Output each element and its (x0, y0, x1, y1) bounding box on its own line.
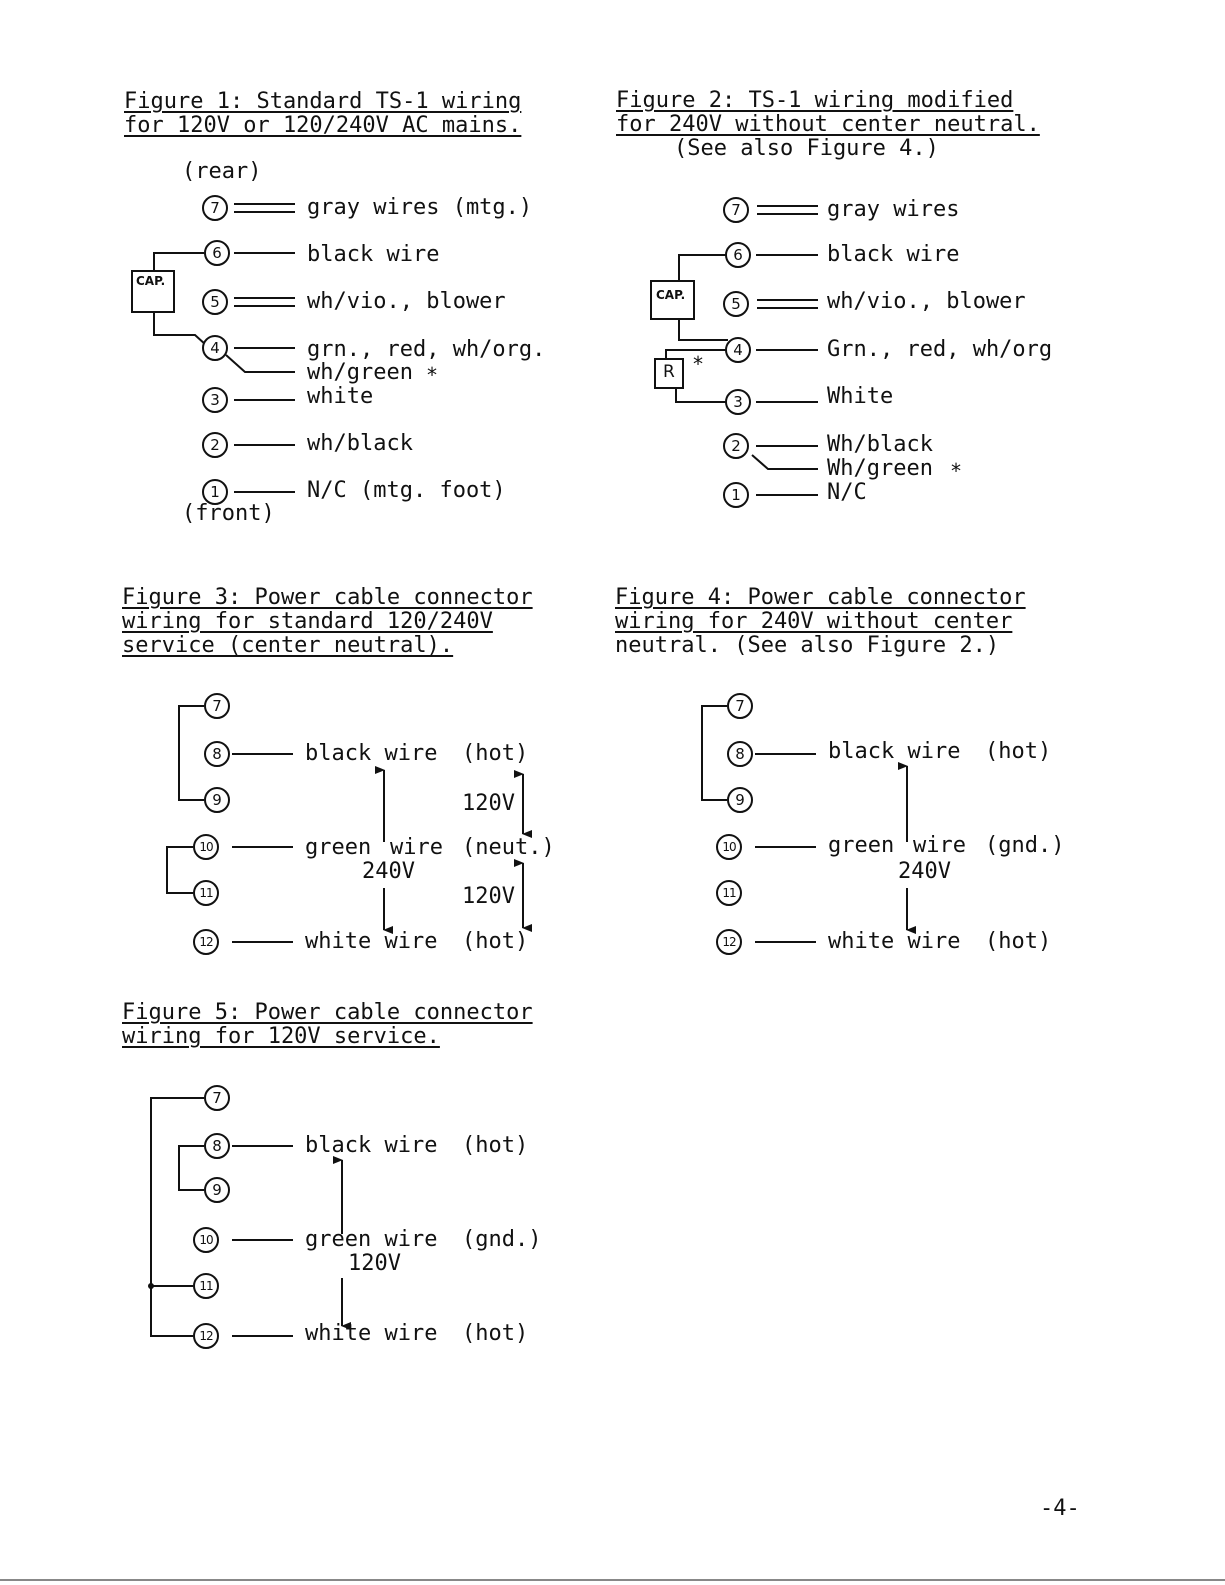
page-number: -4- (1040, 1496, 1080, 1521)
figure3-volt-120-top: 120V (462, 791, 515, 816)
figure2-pin-4: 4 (725, 337, 751, 363)
figure2-pin-2: 2 (723, 433, 749, 459)
figure3-pin-12: 12 (193, 929, 219, 955)
figure5-pin-7: 7 (204, 1085, 230, 1111)
figure3-pin-11: 11 (193, 880, 219, 906)
figure2-caption-line1: Figure 2: TS-1 wiring modified (616, 88, 1014, 113)
figure5-white-role: (hot) (462, 1321, 529, 1346)
figure1-wire-1: N/C (mtg. foot) (307, 478, 506, 503)
figure1-pin-3: 3 (202, 387, 228, 413)
figure1-caption-line2: for 120V or 120/240V AC mains. (124, 113, 522, 138)
figure1-wire-4b: wh/green (307, 360, 413, 385)
figure3-caption-line3: service (center neutral). (122, 633, 454, 658)
figure5-pin-12: 12 (193, 1323, 219, 1349)
figure1-wire-4a: grn., red, wh/org. (307, 337, 546, 362)
figure1-wire-6: black wire (307, 242, 440, 267)
figure1-pin-5: 5 (202, 289, 228, 315)
figure3-white-role: (hot) (462, 929, 529, 954)
figure1-capacitor-box: CAP. (131, 270, 175, 313)
figure2-wire-4: Grn., red, wh/org (827, 337, 1053, 362)
figure4-black-role: (hot) (985, 739, 1052, 764)
figure3-pin-10: 10 (193, 834, 219, 860)
figure3-volt-240: 240V (362, 859, 415, 884)
figure5-pin-10: 10 (193, 1227, 219, 1253)
figure1-rear-label: (rear) (182, 159, 262, 184)
figure3-volt-120-bottom: 120V (462, 884, 515, 909)
figure2-wire-7: gray wires (827, 197, 960, 222)
figure4-caption-line3: neutral. (See also Figure 2.) (615, 633, 1000, 658)
figure1-pin-4: 4 (202, 335, 228, 361)
figure2-pin-3: 3 (725, 389, 751, 415)
figure4-pin-8: 8 (727, 741, 753, 767)
figure2-pin-1: 1 (723, 482, 749, 508)
figure5-caption-line1: Figure 5: Power cable connector (122, 1000, 533, 1025)
figure1-pin-6: 6 (204, 240, 230, 266)
figure1-front-label: (front) (182, 501, 275, 526)
figure1-asterisk-icon: * (426, 363, 439, 387)
figure3-caption-line1: Figure 3: Power cable connector (122, 585, 533, 610)
figure3-caption-line2: wiring for standard 120/240V (122, 609, 493, 634)
figure2-pin-6: 6 (725, 242, 751, 268)
figure1-caption-line1: Figure 1: Standard TS-1 wiring (124, 89, 522, 114)
figure4-pin-12: 12 (716, 929, 742, 955)
figure3-green-wire-b: wire (390, 835, 443, 860)
figure5-volt-120: 120V (348, 1251, 401, 1276)
figure3-pin-7: 7 (204, 693, 230, 719)
figure4-green-wire-b: wire (913, 833, 966, 858)
figure3-green-role: (neut.) (462, 835, 555, 860)
figure4-caption-line1: Figure 4: Power cable connector (615, 585, 1026, 610)
figure4-pin-11: 11 (716, 880, 742, 906)
figure5-white-wire: white wire (305, 1321, 438, 1346)
figure2-wire-2a: Wh/black (827, 432, 933, 457)
figure3-green-wire-a: green (305, 835, 372, 860)
figure2-resistor-box: R (654, 358, 684, 389)
figure4-volt-240: 240V (898, 859, 951, 884)
figure4-green-role: (gnd.) (985, 833, 1065, 858)
figure1-wire-5: wh/vio., blower (307, 289, 506, 314)
figure1-wire-3: white (307, 384, 374, 409)
figure3-pin-9: 9 (204, 787, 230, 813)
figure1-pin-1: 1 (202, 479, 228, 505)
figure3-pin-8: 8 (204, 741, 230, 767)
figure4-white-role: (hot) (985, 929, 1052, 954)
figure5-caption-line2: wiring for 120V service. (122, 1024, 440, 1049)
figure2-capacitor-box: CAP. (650, 280, 695, 320)
figure1-wire-7: gray wires (mtg.) (307, 195, 533, 220)
figure2-pin-7: 7 (723, 197, 749, 223)
figure1-pin-7: 7 (202, 195, 228, 221)
figure4-pin-10: 10 (716, 834, 742, 860)
figure4-white-wire: white wire (828, 929, 961, 954)
figure4-pin-9: 9 (727, 787, 753, 813)
figure1-pin-2: 2 (202, 432, 228, 458)
figure3-black-role: (hot) (462, 741, 529, 766)
figure2-wire-2b: Wh/green (827, 456, 933, 481)
figure5-pin-11: 11 (193, 1273, 219, 1299)
figure1-wire-2: wh/black (307, 431, 413, 456)
figure5-green-wire: green wire (305, 1227, 438, 1252)
figure2-caption-line3: (See also Figure 4.) (674, 136, 939, 161)
figure4-caption-line2: wiring for 240V without center (615, 609, 1013, 634)
figure2-resistor-asterisk-icon: * (692, 352, 705, 376)
figure5-pin-8: 8 (204, 1133, 230, 1159)
figure2-wire-3: White (827, 384, 894, 409)
figure5-black-wire: black wire (305, 1133, 438, 1158)
figure4-green-wire-a: green (828, 833, 895, 858)
figure5-pin-9: 9 (204, 1177, 230, 1203)
figure2-asterisk-icon: * (950, 459, 963, 483)
figure3-white-wire: white wire (305, 929, 438, 954)
figure2-wire-5: wh/vio., blower (827, 289, 1026, 314)
figure4-pin-7: 7 (727, 693, 753, 719)
figure4-black-wire: black wire (828, 739, 961, 764)
figure5-black-role: (hot) (462, 1133, 529, 1158)
figure2-caption-line2: for 240V without center neutral. (616, 112, 1040, 137)
figure2-pin-5: 5 (723, 291, 749, 317)
figure3-black-wire: black wire (305, 741, 438, 766)
figure5-green-role: (gnd.) (462, 1227, 542, 1252)
figure2-wire-6: black wire (827, 242, 960, 267)
figure2-wire-1: N/C (827, 480, 867, 505)
